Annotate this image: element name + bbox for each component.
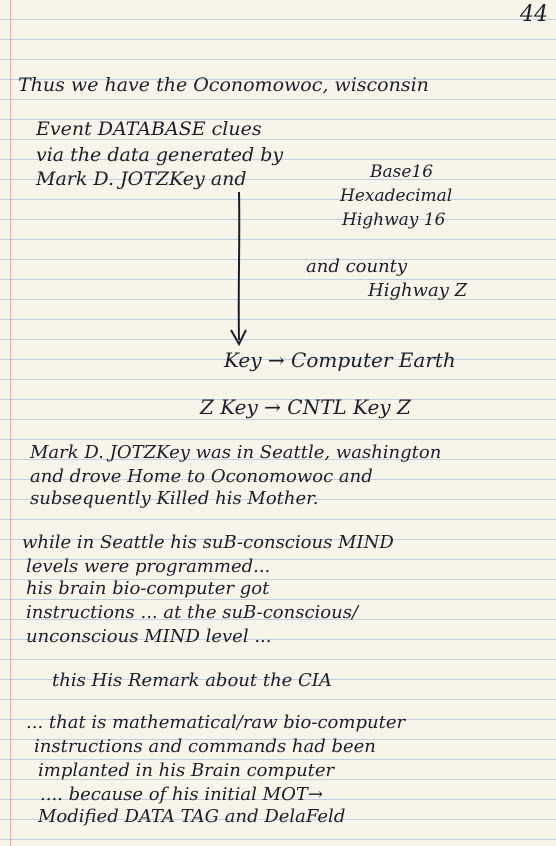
text-line-21: ... that is mathematical/raw bio-computer bbox=[26, 712, 406, 733]
text-line-3: via the data generated by bbox=[36, 144, 284, 166]
text-line-9: Highway Z bbox=[368, 280, 468, 301]
text-line-1: Thus we have the Oconomowoc, wisconsin bbox=[18, 74, 429, 96]
text-line-25: Modified DATA TAG and DelaFeld bbox=[38, 806, 346, 827]
text-line-17: his brain bio-computer got bbox=[26, 578, 270, 599]
text-line-8: and county bbox=[306, 256, 408, 277]
text-line-6: Hexadecimal bbox=[340, 186, 453, 206]
text-line-15: while in Seattle his suB-conscious MIND bbox=[22, 532, 394, 553]
text-line-14: subsequently Killed his Mother. bbox=[30, 488, 319, 509]
text-line-4: Mark D. JOTZKey and bbox=[36, 168, 247, 190]
text-line-10: Key → Computer Earth bbox=[224, 348, 456, 372]
text-line-12: Mark D. JOTZKey was in Seattle, washington bbox=[30, 442, 442, 463]
text-line-23: implanted in his Brain computer bbox=[38, 760, 335, 781]
text-line-19: unconscious MIND level ... bbox=[26, 626, 272, 647]
text-line-2: Event DATABASE clues bbox=[36, 118, 262, 140]
text-line-22: instructions and commands had been bbox=[34, 736, 376, 757]
text-line-7: Highway 16 bbox=[342, 210, 446, 230]
text-line-16: levels were programmed... bbox=[26, 556, 271, 577]
text-line-11: Z Key → CNTL Key Z bbox=[200, 395, 411, 419]
text-line-20: this His Remark about the CIA bbox=[52, 670, 332, 691]
text-line-24: .... because of his initial MOT→ bbox=[40, 784, 323, 805]
text-line-5: Base16 bbox=[370, 162, 434, 182]
text-line-13: and drove Home to Oconomowoc and bbox=[30, 466, 373, 487]
down-arrow-icon bbox=[228, 190, 250, 350]
text-line-18: instructions ... at the suB-conscious/ bbox=[26, 602, 359, 623]
page-number: 44 bbox=[520, 2, 548, 27]
